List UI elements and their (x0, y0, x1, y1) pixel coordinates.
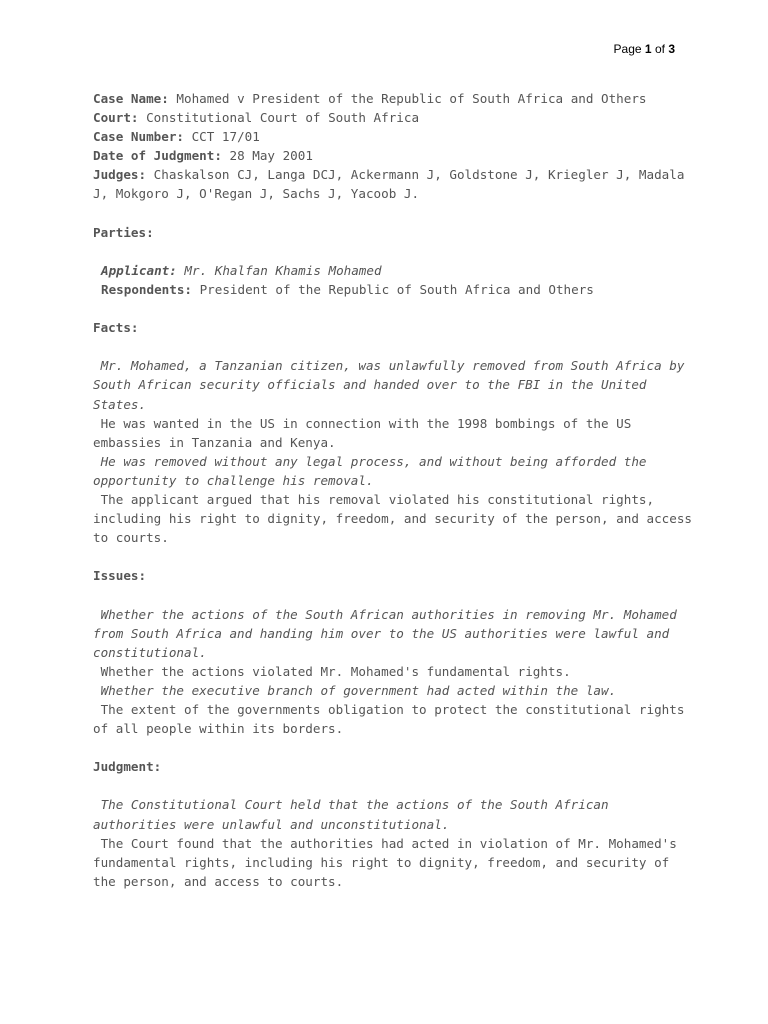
issue-item: Whether the executive branch of government had acted within the law. (100, 682, 617, 698)
judgment-date-label: Date of Judgment: (93, 148, 222, 164)
parties-heading: Parties: (93, 224, 154, 240)
fact-item: He was wanted in the US in connection with the 1998 bombings of the US embassies in Tanzania and Kenya. (93, 415, 639, 450)
fact-item: He was removed without any legal process, and without being afforded the opportunity to challenge his removal. (93, 453, 655, 488)
court-value: Constitutional Court of South Africa (146, 110, 420, 126)
court-line (93, 108, 693, 127)
issue-item: Whether the actions violated Mr. Mohamed's fundamental rights. (100, 663, 571, 679)
respondents-label: Respondents: (101, 281, 192, 297)
respondents-value: President of the Republic of South Africa and Others (199, 281, 594, 297)
judgment-heading: Judgment: (93, 759, 162, 775)
judgment-date-value: 28 May 2001 (229, 148, 313, 164)
spacer (93, 738, 693, 757)
case-number-label: Case Number: (93, 129, 184, 145)
spacer (93, 337, 693, 356)
judges-label: Judges: (93, 167, 147, 183)
facts-heading: Facts: (93, 320, 139, 336)
case-name-value: Mohamed v President of the Republic of South Africa and Others (176, 91, 647, 106)
case-number-line (93, 127, 693, 146)
issue-item: Whether the actions of the South African authorities in removing Mr. Mohamed from South Africa and handing him over to the US authorities were lawful and constitutional. (93, 606, 685, 660)
spacer (93, 204, 693, 223)
judgment-date-line (93, 146, 693, 165)
court-label: Court: (93, 110, 139, 126)
spacer (93, 299, 693, 318)
case-name-line (93, 89, 693, 108)
page-word: Page (613, 42, 642, 56)
issue-item: The extent of the governments obligation to protect the constitutional rights of all people within its borders. (93, 702, 693, 737)
case-number-value: CCT 17/01 (191, 129, 260, 145)
issues-heading: Issues: (93, 568, 147, 584)
spacer (93, 547, 693, 566)
judges-value: Chaskalson CJ, Langa DCJ, Ackermann J, Goldstone J, Kriegler J, Madala J, Mokgoro J, O'Regan J, Sachs J, Yacoob J. (93, 167, 693, 202)
fact-item: The applicant argued that his removal violated his constitutional rights, including his right to dignity, freedom, and security of the person, and access to courts. (93, 491, 700, 546)
page-total: 3 (668, 42, 675, 56)
document-body (93, 89, 700, 891)
fact-item: Mr. Mohamed, a Tanzanian citizen, was unlawfully removed from South Africa by South African security officials and handed over to the FBI in the United States. (93, 358, 693, 412)
applicant-value: Mr. Khalfan Khamis Mohamed (184, 262, 382, 278)
page-number (614, 41, 675, 57)
spacer (93, 585, 693, 604)
judgment-item: The Constitutional Court held that the actions of the South African authorities were unlawful and unconstitutional. (93, 797, 617, 832)
page-current: 1 (644, 42, 652, 56)
spacer (93, 242, 693, 261)
applicant-label: Applicant: (101, 262, 177, 278)
judges-line (93, 165, 693, 203)
page-of: of (654, 42, 665, 56)
respondents-line (93, 280, 693, 299)
spacer (93, 776, 693, 795)
applicant-line (93, 261, 693, 280)
judgment-item: The Court found that the authorities had acted in violation of Mr. Mohamed's fundamental rights, including his right to dignity, freedom, and security of the person, and access to courts. (93, 835, 685, 889)
case-name-label: Case Name: (93, 91, 169, 106)
